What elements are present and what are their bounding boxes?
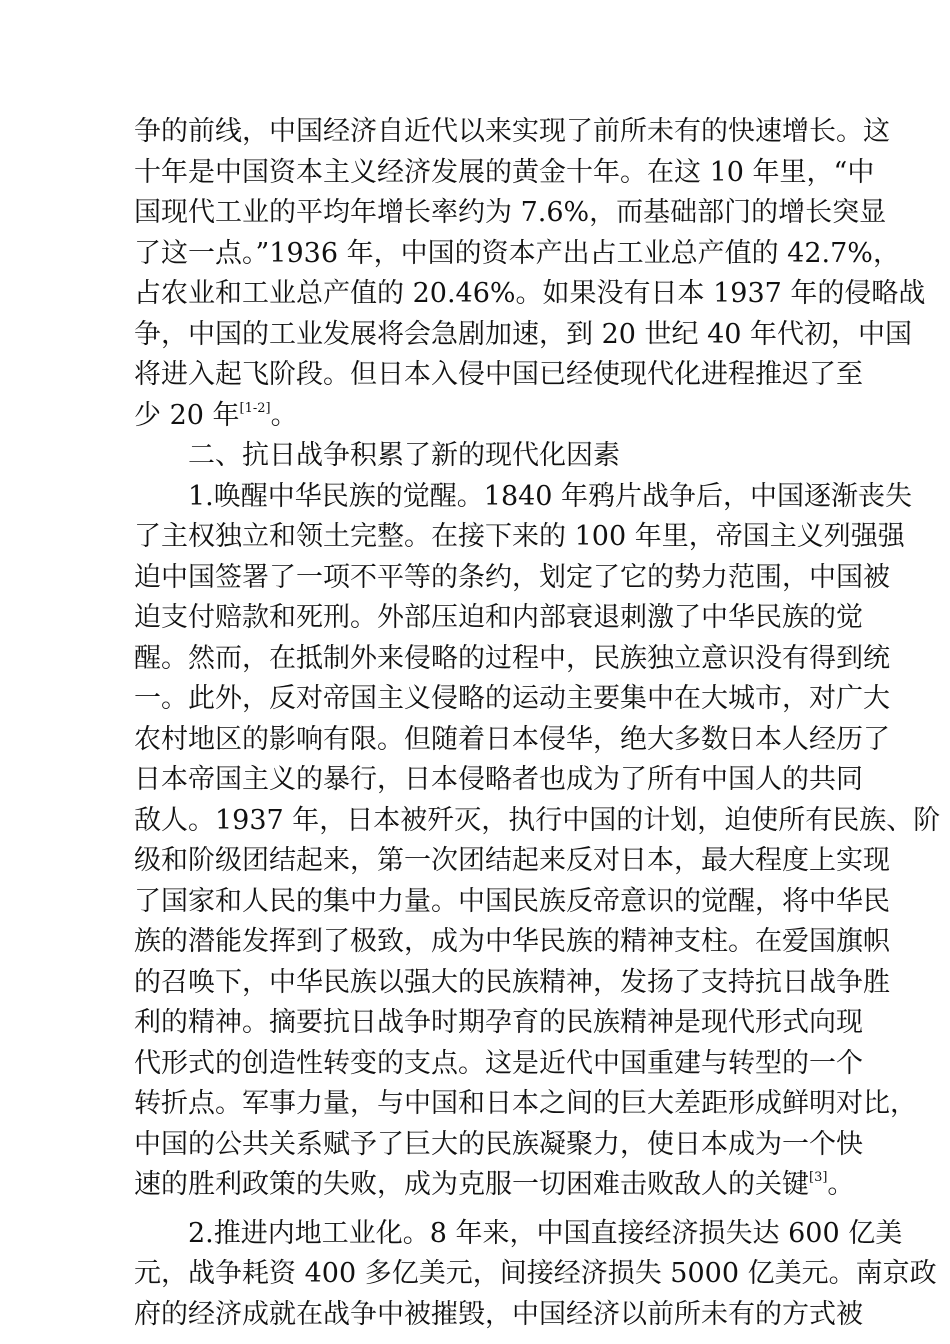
text-line: 迫中国签署了一项不平等的条约，划定了它的势力范围，中国被 bbox=[134, 561, 890, 593]
text-line: 元，战争耗资 400 多亿美元，间接经济损失 5000 亿美元。南京政 bbox=[134, 1258, 937, 1289]
text-fragment: 。 bbox=[270, 399, 298, 431]
text-fragment: 速的胜利政策的失败，成为克服一切困难击败敌人的关键 bbox=[134, 1169, 809, 1200]
text-line: 一。此外，反对帝国主义侵略的运动主要集中在大城市，对广大 bbox=[134, 683, 890, 714]
text-line: 代形式的创造性转变的支点。这是近代中国重建与转型的一个 bbox=[134, 1047, 863, 1079]
paragraph-gap bbox=[134, 1206, 834, 1214]
text-line: 迫支付赔款和死刑。外部压迫和内部衰退刺激了中华民族的觉 bbox=[134, 602, 863, 633]
text-line: 2.推进内地工业化。8 年来，中国直接经济损失达 600 亿美 bbox=[188, 1217, 903, 1249]
text-line: 族的潜能发挥到了极致，成为中华民族的精神支柱。在爱国旗帜 bbox=[134, 926, 890, 957]
text-line: 争，中国的工业发展将会急剧加速，到 20 世纪 40 年代初，中国 bbox=[134, 318, 913, 350]
text-line: 日本帝国主义的暴行，日本侵略者也成为了所有中国人的共同 bbox=[134, 764, 863, 795]
text-line: 将进入起飞阶段。但日本入侵中国已经使现代化进程推迟了至 bbox=[134, 359, 863, 390]
citation-superscript: [1-2] bbox=[239, 400, 271, 416]
text-line: 醒。然而，在抵制外来侵略的过程中，民族独立意识没有得到统 bbox=[134, 642, 890, 674]
text-line: 占农业和工业总产值的 20.46%。如果没有日本 1937 年的侵略战 bbox=[134, 278, 926, 309]
text-line: 国现代工业的平均年增长率约为 7.6%，而基础部门的增长突显 bbox=[134, 197, 887, 228]
text-line: 了这一点。”1936 年，中国的资本产出占工业总产值的 42.7%， bbox=[134, 237, 900, 269]
text-line: 中国的公共关系赋予了巨大的民族凝聚力，使日本成为一个快 bbox=[134, 1128, 863, 1160]
text-line: 了主权独立和领土完整。在接下来的 100 年里，帝国主义列强强 bbox=[134, 521, 905, 552]
text-line: 十年是中国资本主义经济发展的黄金十年。在这 10 年里，“中 bbox=[134, 156, 875, 188]
text-line: 府的经济成就在战争中被摧毁，中国经济以前所未有的方式被 bbox=[134, 1298, 863, 1330]
paragraph-1 bbox=[134, 112, 926, 436]
citation-superscript: [3] bbox=[809, 1170, 828, 1185]
paragraph-3 bbox=[134, 1214, 937, 1336]
text-line: 争的前线，中国经济自近代以来实现了前所未有的快速增长。这 bbox=[134, 116, 890, 147]
text-line: 利的精神。摘要抗日战争时期孕育的民族精神是现代形式向现 bbox=[134, 1007, 863, 1038]
paragraph-2 bbox=[134, 477, 941, 1206]
heading-text: 二、抗日战争积累了新的现代化因素 bbox=[188, 440, 620, 471]
text-line: 了国家和人民的集中力量。中国民族反帝意识的觉醒，将中华民 bbox=[134, 885, 890, 917]
text-line-last bbox=[134, 1165, 855, 1206]
text-line-last bbox=[134, 396, 834, 437]
text-fragment: 少 20 年 bbox=[134, 399, 240, 431]
text-line: 敌人。1937 年，日本被歼灭，执行中国的计划，迫使所有民族、阶 bbox=[134, 804, 941, 836]
text-line: 1.唤醒中华民族的觉醒。1840 年鸦片战争后，中国逐渐丧失 bbox=[188, 480, 913, 512]
text-line: 转折点。军事力量，与中国和日本之间的巨大差距形成鲜明对比， bbox=[134, 1088, 917, 1119]
text-line: 的召唤下，中华民族以强大的民族精神，发扬了支持抗日战争胜 bbox=[134, 966, 890, 998]
text-fragment: 。 bbox=[827, 1169, 855, 1200]
text-line: 级和阶级团结起来，第一次团结起来反对日本，最大程度上实现 bbox=[134, 845, 890, 876]
document-page bbox=[134, 112, 941, 1335]
text-line: 农村地区的影响有限。但随着日本侵华，绝大多数日本人经历了 bbox=[134, 723, 890, 755]
section-heading bbox=[134, 436, 834, 477]
